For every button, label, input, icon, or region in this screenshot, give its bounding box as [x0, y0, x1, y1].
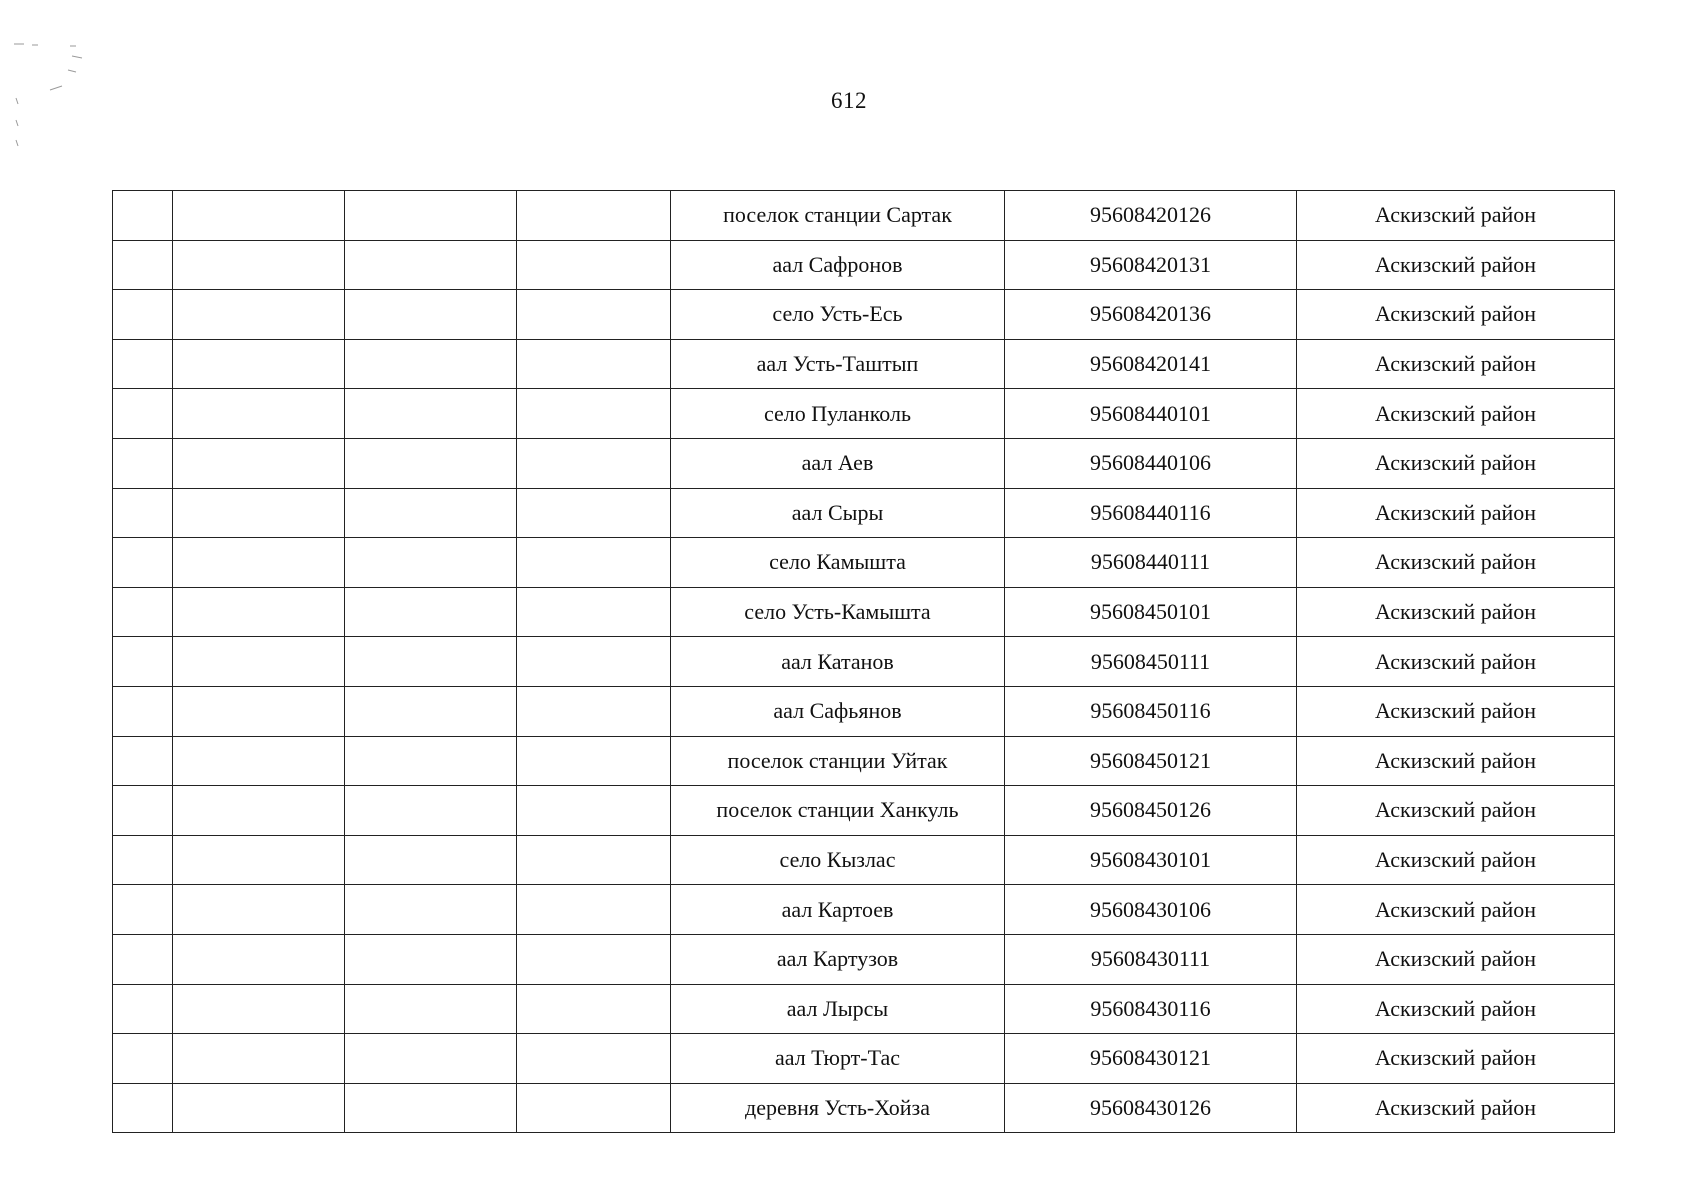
table-row [113, 438, 1615, 488]
empty-cell [345, 934, 517, 984]
empty-cell [173, 587, 345, 637]
district-cell: Аскизский район [1297, 835, 1615, 885]
district-cell: Аскизский район [1297, 488, 1615, 538]
empty-cell [517, 1083, 671, 1133]
table-row [113, 339, 1615, 389]
empty-cell [173, 339, 345, 389]
oktmo-code-cell: 95608430116 [1005, 984, 1297, 1034]
empty-cell [173, 885, 345, 935]
oktmo-code-cell: 95608420136 [1005, 290, 1297, 340]
empty-cell [517, 637, 671, 687]
table-row [113, 984, 1615, 1034]
empty-cell [173, 637, 345, 687]
oktmo-code-cell: 95608430106 [1005, 885, 1297, 935]
empty-cell [113, 1034, 173, 1084]
empty-cell [113, 1083, 173, 1133]
district-cell: Аскизский район [1297, 587, 1615, 637]
empty-cell [173, 984, 345, 1034]
table-row [113, 934, 1615, 984]
empty-cell [173, 786, 345, 836]
settlement-name-cell: аал Тюрт-Тас [671, 1034, 1005, 1084]
table-row [113, 885, 1615, 935]
table-row [113, 389, 1615, 439]
empty-cell [113, 934, 173, 984]
empty-cell [345, 1083, 517, 1133]
empty-cell [173, 1034, 345, 1084]
empty-cell [517, 885, 671, 935]
empty-cell [173, 538, 345, 588]
empty-cell [345, 538, 517, 588]
empty-cell [345, 984, 517, 1034]
settlement-name-cell: село Пуланколь [671, 389, 1005, 439]
oktmo-code-cell: 95608430126 [1005, 1083, 1297, 1133]
settlement-name-cell: аал Сафронов [671, 240, 1005, 290]
empty-cell [113, 240, 173, 290]
empty-cell [113, 835, 173, 885]
settlement-name-cell: село Камышта [671, 538, 1005, 588]
empty-cell [345, 438, 517, 488]
settlement-name-cell: село Усть-Есь [671, 290, 1005, 340]
empty-cell [113, 290, 173, 340]
empty-cell [113, 438, 173, 488]
settlement-name-cell: село Усть-Камышта [671, 587, 1005, 637]
empty-cell [517, 1034, 671, 1084]
district-cell: Аскизский район [1297, 1083, 1615, 1133]
table-row [113, 786, 1615, 836]
empty-cell [517, 438, 671, 488]
empty-cell [345, 1034, 517, 1084]
table-body [113, 191, 1615, 1133]
empty-cell [517, 191, 671, 241]
settlement-name-cell: аал Картузов [671, 934, 1005, 984]
district-cell: Аскизский район [1297, 637, 1615, 687]
empty-cell [113, 786, 173, 836]
empty-cell [517, 488, 671, 538]
table-row [113, 1083, 1615, 1133]
district-cell: Аскизский район [1297, 1034, 1615, 1084]
empty-cell [173, 488, 345, 538]
empty-cell [345, 587, 517, 637]
empty-cell [113, 984, 173, 1034]
empty-cell [517, 736, 671, 786]
oktmo-code-cell: 95608440116 [1005, 488, 1297, 538]
empty-cell [345, 885, 517, 935]
table-row [113, 736, 1615, 786]
oktmo-code-cell: 95608450126 [1005, 786, 1297, 836]
settlement-name-cell: аал Усть-Таштып [671, 339, 1005, 389]
empty-cell [517, 934, 671, 984]
settlement-name-cell: аал Сафьянов [671, 686, 1005, 736]
oktmo-code-cell: 95608450101 [1005, 587, 1297, 637]
district-cell: Аскизский район [1297, 885, 1615, 935]
empty-cell [345, 786, 517, 836]
oktmo-code-cell: 95608450116 [1005, 686, 1297, 736]
empty-cell [173, 835, 345, 885]
empty-cell [517, 538, 671, 588]
empty-cell [173, 1083, 345, 1133]
empty-cell [113, 686, 173, 736]
oktmo-code-cell: 95608450111 [1005, 637, 1297, 687]
table-row [113, 191, 1615, 241]
empty-cell [113, 339, 173, 389]
settlement-name-cell: аал Аев [671, 438, 1005, 488]
oktmo-code-cell: 95608420141 [1005, 339, 1297, 389]
settlement-name-cell: поселок станции Сартак [671, 191, 1005, 241]
empty-cell [517, 835, 671, 885]
settlements-table [112, 190, 1615, 1133]
table-row [113, 240, 1615, 290]
district-cell: Аскизский район [1297, 984, 1615, 1034]
empty-cell [517, 389, 671, 439]
page-number: 612 [831, 88, 867, 113]
oktmo-code-cell: 95608440101 [1005, 389, 1297, 439]
empty-cell [345, 191, 517, 241]
settlement-name-cell: аал Сыры [671, 488, 1005, 538]
empty-cell [517, 339, 671, 389]
empty-cell [113, 885, 173, 935]
empty-cell [173, 686, 345, 736]
settlement-name-cell: поселок станции Уйтак [671, 736, 1005, 786]
empty-cell [345, 686, 517, 736]
district-cell: Аскизский район [1297, 438, 1615, 488]
empty-cell [345, 488, 517, 538]
empty-cell [345, 736, 517, 786]
empty-cell [345, 389, 517, 439]
oktmo-code-cell: 95608440111 [1005, 538, 1297, 588]
empty-cell [173, 438, 345, 488]
settlement-name-cell: село Кызлас [671, 835, 1005, 885]
settlement-name-cell: аал Катанов [671, 637, 1005, 687]
empty-cell [517, 240, 671, 290]
empty-cell [113, 538, 173, 588]
district-cell: Аскизский район [1297, 389, 1615, 439]
empty-cell [173, 934, 345, 984]
empty-cell [113, 587, 173, 637]
empty-cell [173, 290, 345, 340]
empty-cell [173, 240, 345, 290]
table-row [113, 488, 1615, 538]
settlement-name-cell: аал Картоев [671, 885, 1005, 935]
oktmo-code-cell: 95608440106 [1005, 438, 1297, 488]
empty-cell [345, 637, 517, 687]
empty-cell [113, 488, 173, 538]
district-cell: Аскизский район [1297, 339, 1615, 389]
table-row [113, 686, 1615, 736]
settlement-name-cell: деревня Усть-Хойза [671, 1083, 1005, 1133]
oktmo-code-cell: 95608430111 [1005, 934, 1297, 984]
table-row [113, 637, 1615, 687]
district-cell: Аскизский район [1297, 240, 1615, 290]
empty-cell [345, 290, 517, 340]
table-row [113, 538, 1615, 588]
empty-cell [113, 736, 173, 786]
district-cell: Аскизский район [1297, 686, 1615, 736]
empty-cell [517, 786, 671, 836]
settlement-name-cell: аал Лырсы [671, 984, 1005, 1034]
table-row [113, 835, 1615, 885]
empty-cell [517, 587, 671, 637]
oktmo-code-cell: 95608430101 [1005, 835, 1297, 885]
table-row [113, 290, 1615, 340]
empty-cell [345, 240, 517, 290]
empty-cell [113, 637, 173, 687]
empty-cell [173, 389, 345, 439]
table-row [113, 1034, 1615, 1084]
district-cell: Аскизский район [1297, 786, 1615, 836]
empty-cell [345, 835, 517, 885]
oktmo-code-cell: 95608420131 [1005, 240, 1297, 290]
empty-cell [113, 191, 173, 241]
empty-cell [517, 290, 671, 340]
empty-cell [345, 339, 517, 389]
district-cell: Аскизский район [1297, 191, 1615, 241]
district-cell: Аскизский район [1297, 934, 1615, 984]
empty-cell [173, 736, 345, 786]
empty-cell [113, 389, 173, 439]
table-row [113, 587, 1615, 637]
oktmo-code-cell: 95608450121 [1005, 736, 1297, 786]
district-cell: Аскизский район [1297, 290, 1615, 340]
district-cell: Аскизский район [1297, 538, 1615, 588]
settlement-name-cell: поселок станции Ханкуль [671, 786, 1005, 836]
oktmo-code-cell: 95608430121 [1005, 1034, 1297, 1084]
district-cell: Аскизский район [1297, 736, 1615, 786]
empty-cell [173, 191, 345, 241]
empty-cell [517, 984, 671, 1034]
oktmo-code-cell: 95608420126 [1005, 191, 1297, 241]
empty-cell [517, 686, 671, 736]
